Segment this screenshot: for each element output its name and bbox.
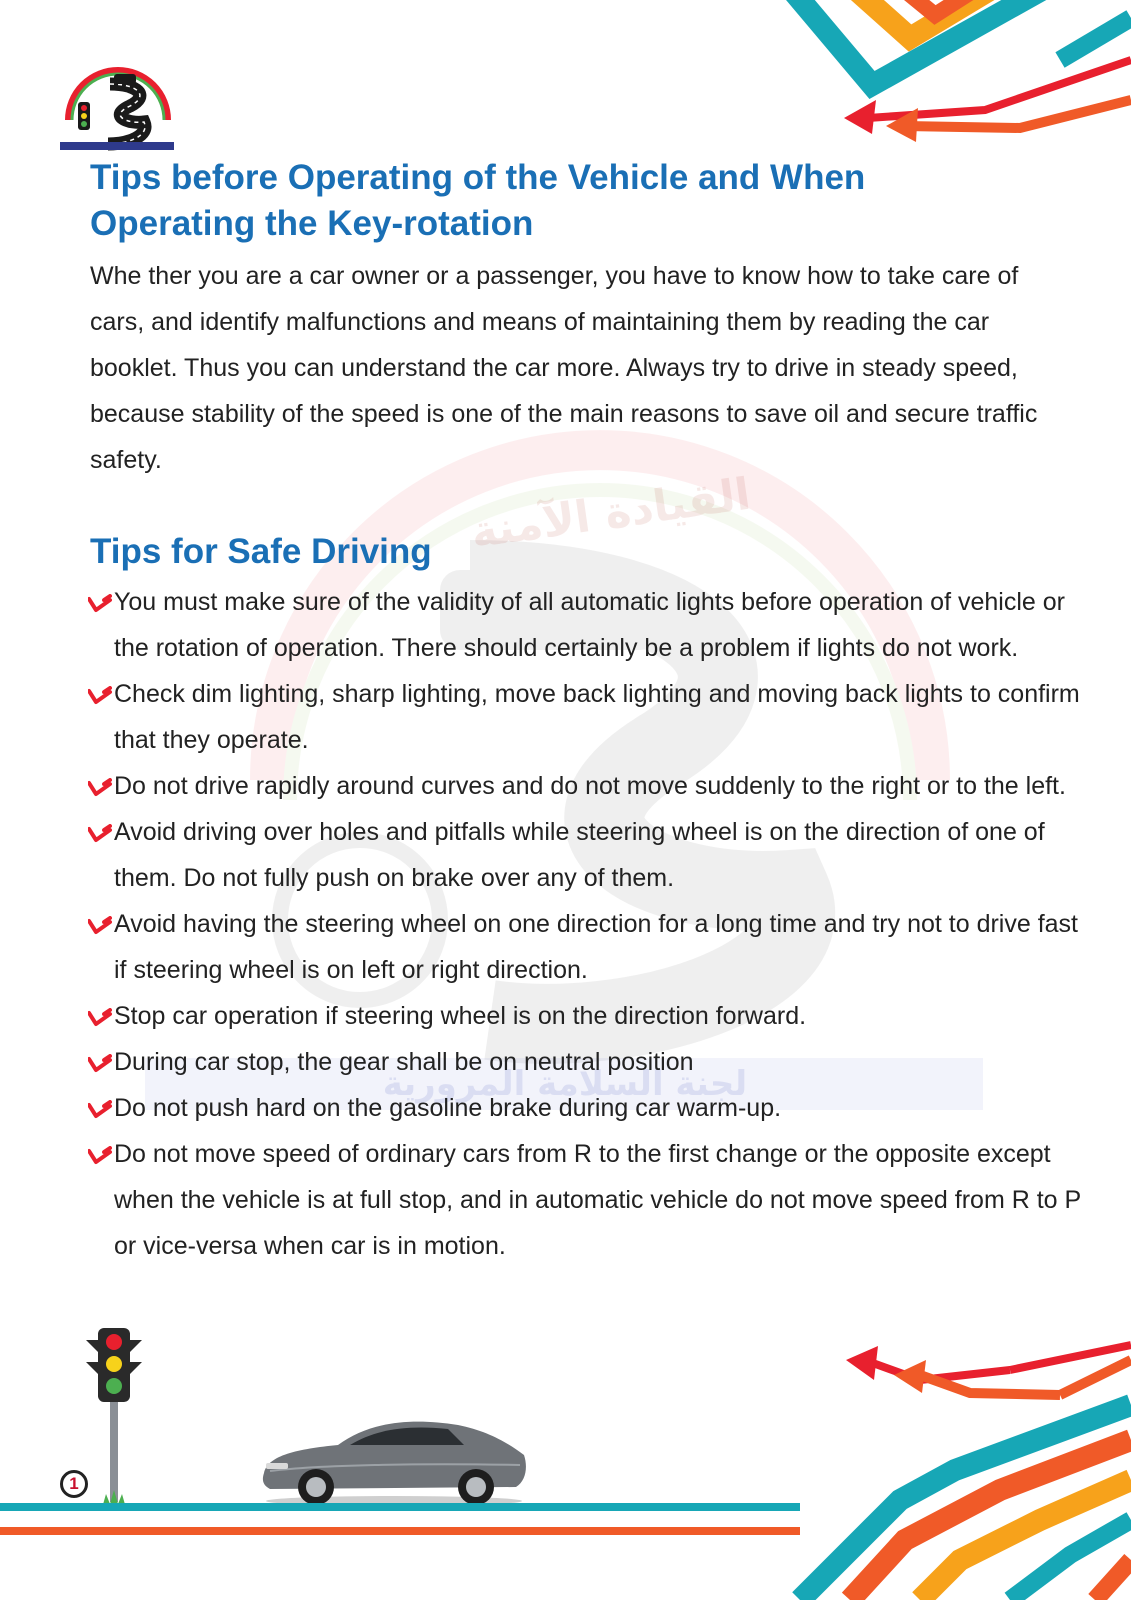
bottom-orange-line	[0, 1527, 800, 1535]
red-check-arrow-icon	[88, 1008, 112, 1028]
red-check-arrow-icon	[88, 778, 112, 798]
red-check-arrow-icon	[88, 1054, 112, 1074]
section2-title: Tips for Safe Driving	[90, 532, 432, 571]
tip-item	[90, 993, 1089, 1039]
section1-title	[90, 155, 1080, 247]
page-number: 1	[60, 1470, 88, 1498]
tip-text: Stop car operation if steering wheel is on the direction forward.	[114, 1002, 807, 1030]
committee-logo	[58, 58, 176, 154]
tip-text: Check dim lighting, sharp lighting, move back lighting and moving back lights to confirm that they operate.	[114, 680, 1080, 754]
tip-text: Avoid driving over holes and pitfalls while steering wheel is on the direction of one of them. Do not fully push on brake over any of them.	[114, 818, 1045, 892]
tip-text: Avoid having the steering wheel on one direction for a long time and try not to drive fast if steering wheel is on left or right direction.	[114, 910, 1079, 984]
tip-text: During car stop, the gear shall be on neutral position	[114, 1048, 694, 1076]
red-check-arrow-icon	[88, 686, 112, 706]
red-check-arrow-icon	[88, 916, 112, 936]
tip-item	[90, 1131, 1089, 1269]
section1-title-line2: Operating the Key-rotation	[90, 204, 534, 243]
tip-item	[90, 1039, 1089, 1085]
red-check-arrow-icon	[88, 824, 112, 844]
section1-title-line1: Tips before Operating of the Vehicle and When	[90, 158, 866, 197]
red-check-arrow-icon	[88, 1100, 112, 1120]
tip-item	[90, 809, 1089, 901]
tip-text: You must make sure of the validity of all automatic lights before operation of vehicle or the rotation of operation. There should certainly be a problem if lights do not work.	[114, 588, 1065, 662]
page-content	[90, 155, 1080, 1269]
tip-text: Do not drive rapidly around curves and do not move suddenly to the right or to the left.	[114, 772, 1066, 800]
tip-item	[90, 579, 1089, 671]
tips-list	[90, 579, 1080, 1269]
traffic-light-icon	[84, 1328, 144, 1508]
tip-item	[90, 901, 1089, 993]
tip-text: Do not move speed of ordinary cars from R to the first change or the opposite except when the vehicle is at full stop, and in automatic vehicle do not move speed from R to P or vice-versa when car is in motion.	[114, 1140, 1081, 1260]
tip-item	[90, 1085, 1089, 1131]
tip-item	[90, 763, 1089, 809]
tip-item	[90, 671, 1089, 763]
bottom-teal-line	[0, 1503, 800, 1511]
sports-car-icon	[258, 1415, 530, 1507]
red-check-arrow-icon	[88, 594, 112, 614]
watermark-band-text: لجنة السلامة المرورية	[382, 1064, 748, 1104]
tip-text: Do not push hard on the gasoline brake during car warm-up.	[114, 1094, 782, 1122]
red-check-arrow-icon	[88, 1146, 112, 1166]
section1-paragraph: Whe ther you are a car owner or a passenger, you have to know how to take care of cars, and identify malfunctions and means of maintaining them by reading the car booklet. Thus you can understand the car more. Always try to drive in steady speed, because stability of the speed is one of the main reasons to save oil and secure traffic safety.	[90, 262, 1038, 474]
watermark-arabic-text: القيادة الآمنة	[467, 468, 754, 559]
